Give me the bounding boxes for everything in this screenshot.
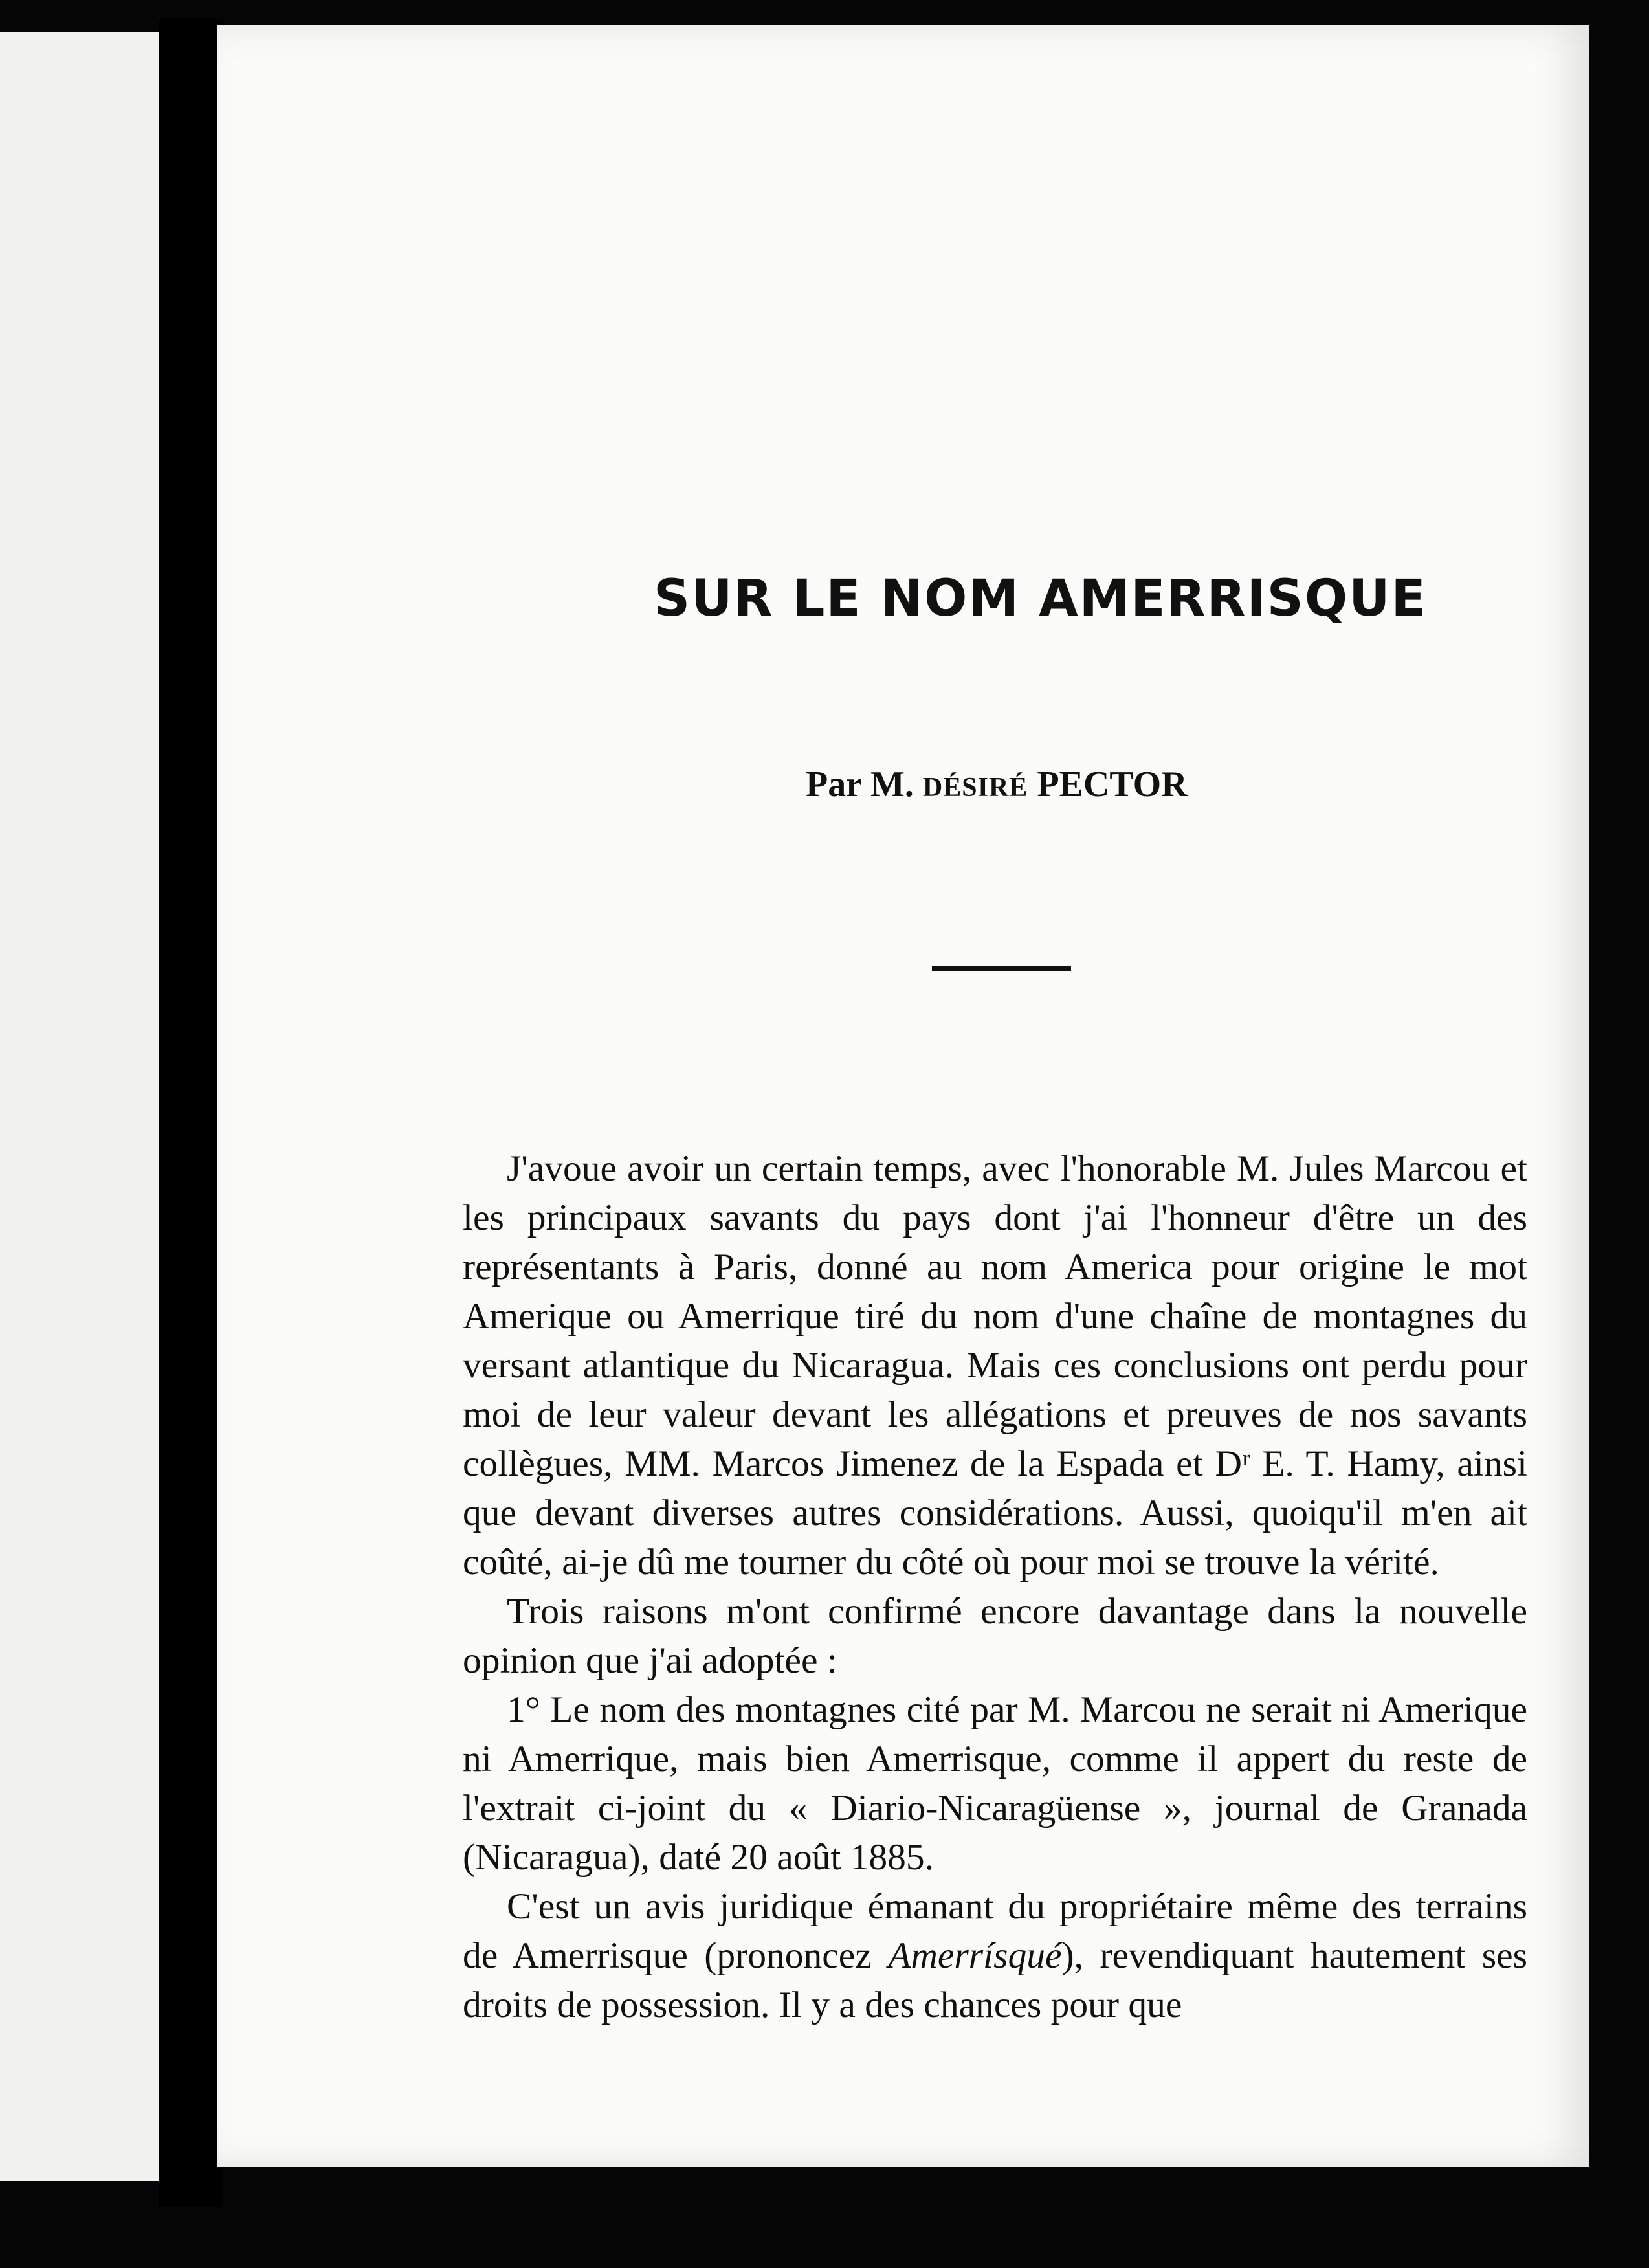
author-last-name: PECTOR: [1028, 764, 1188, 805]
body-text: [463, 1144, 1527, 2030]
paragraph: 1° Le nom des montagnes cité par M. Marcou ne serait ni Amerique ni Amerrique, mais bien Amerrisque, comme il appert du reste de l'extrait ci-joint du « Diario-Nicaragüense », journal de Granada (Nicaragua), daté 20 août 1885.: [463, 1689, 1527, 1878]
page-title: SUR LE NOM AMERRISQUE: [654, 570, 1427, 628]
author-first-name: DÉSIRÉ: [922, 773, 1028, 803]
italic-pronunciation: Amerrísqué: [888, 1935, 1062, 1976]
paragraph: Trois raisons m'ont confirmé encore davantage dans la nouvelle opinion que j'ai adoptée :: [463, 1591, 1527, 1681]
facing-page-edge: [0, 32, 159, 2181]
paragraph: C'est un avis juridique émanant du propriétaire même des terrains de Amerrisque (prononcez Amerrísqué), revendiquant hautement ses droits de possession. Il y a des chances pour que: [463, 1886, 1527, 2025]
binding-mark: [170, 1605, 208, 1614]
paragraph: J'avoue avoir un certain temps, avec l'honorable M. Jules Marcou et les principaux savants du pays dont j'ai l'honneur d'être un des représentants à Paris, donné au nom America pour origine le mot Amerique ou Amerrique tiré du nom d'une chaîne de montagnes du versant atlantique du Nicaragua. Mais ces conclusions ont perdu pour moi de leur valeur devant les allégations et preuves de nos savants collègues, MM. Marcos Jimenez de la Espada et Dʳ E. T. Hamy, ainsi que devant diverses autres considérations. Aussi, quoiqu'il m'en ait coûté, ai-je dû me tourner du côté où pour moi se trouve la vérité.: [463, 1148, 1527, 1583]
binding-gutter: [159, 19, 223, 2207]
title-separator-rule: [932, 966, 1071, 971]
binding-mark: [188, 1906, 216, 1922]
author-byline: Par M. DÉSIRÉ PECTOR: [806, 764, 1188, 805]
